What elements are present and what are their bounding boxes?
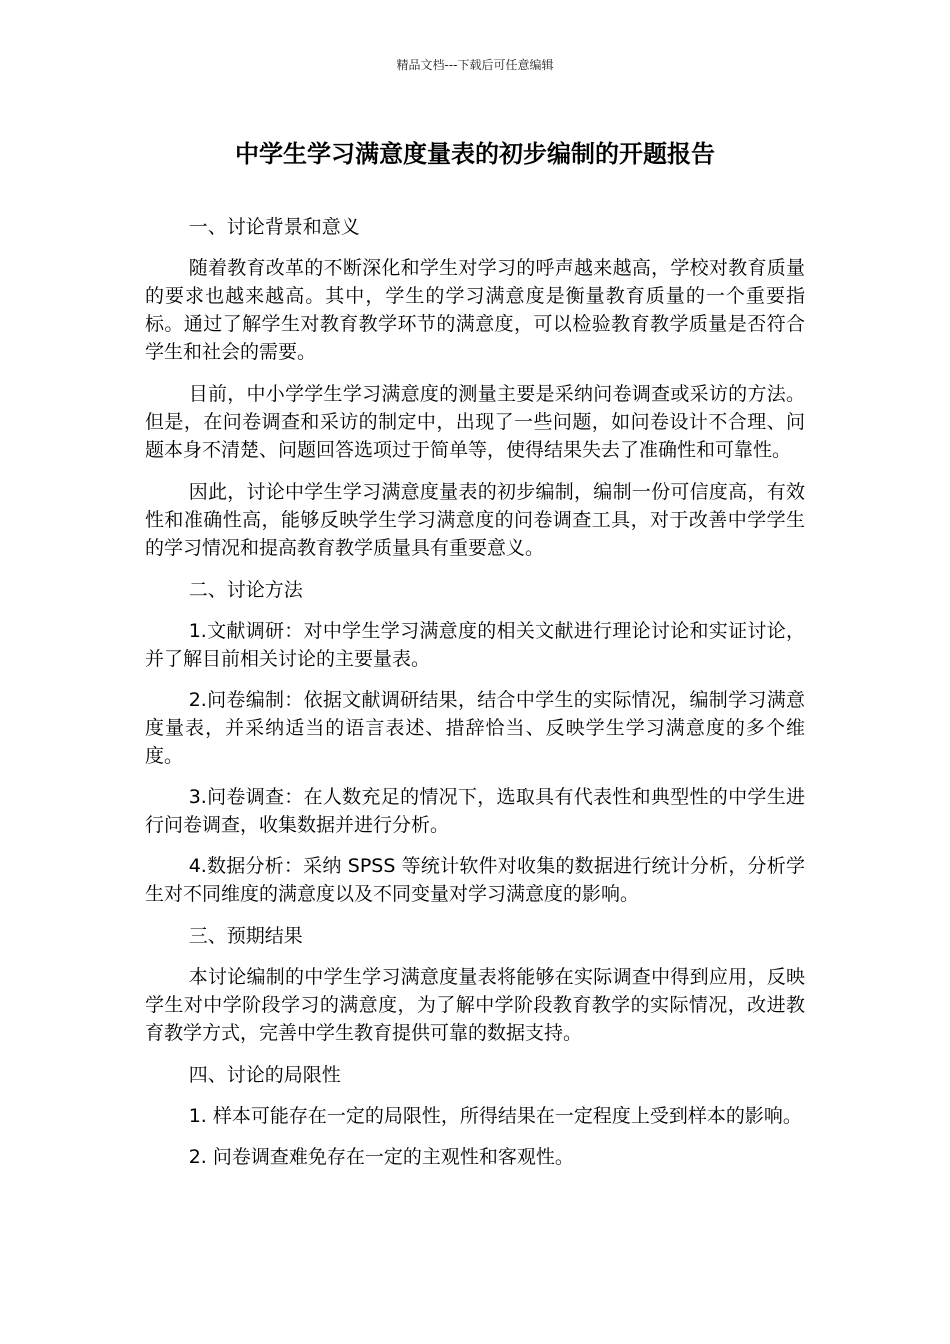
list-item: 2. 问卷调查难免存在一定的主观性和客观性。: [188, 1146, 574, 1168]
section-heading-background: 一、讨论背景和意义: [188, 216, 360, 238]
paragraph: 目前，中小学学生学习满意度的测量主要是采纳问卷调查或采访的方法。但是，在问卷调查和采访的制定中，出现了一些问题，如问卷设计不合理、问题本身不清楚、问题回答选项过于简单等，使得结果失去了准确性和可靠性。: [145, 383, 805, 461]
document-body: [145, 213, 805, 1171]
section-heading-limitations: 四、讨论的局限性: [188, 1064, 341, 1086]
paragraph: 因此，讨论中学生学习满意度量表的初步编制，编制一份可信度高，有效性和准确性高，能够反映学生学习满意度的问卷调查工具，对于改善中学学生的学习情况和提高教育教学质量具有重要意义。: [145, 481, 805, 559]
list-item: 1.文献调研：对中学生学习满意度的相关文献进行理论讨论和实证讨论，并了解目前相关讨论的主要量表。: [145, 620, 805, 670]
list-item: 4.数据分析：采纳 SPSS 等统计软件对收集的数据进行统计分析，分析学生对不同维度的满意度以及不同变量对学习满意度的影响。: [145, 855, 805, 905]
list-item: 2.问卷编制：依据文献调研结果，结合中学生的实际情况，编制学习满意度量表，并采纳适当的语言表述、措辞恰当、反映学生学习满意度的多个维度。: [145, 689, 805, 767]
list-item: 1. 样本可能存在一定的局限性，所得结果在一定程度上受到样本的影响。: [188, 1105, 802, 1127]
document-title: 中学生学习满意度量表的初步编制的开题报告: [235, 140, 715, 168]
list-item: 3.问卷调查：在人数充足的情况下，选取具有代表性和典型性的中学生进行问卷调查，收集数据并进行分析。: [145, 786, 805, 836]
section-heading-methods: 二、讨论方法: [188, 579, 303, 601]
paragraph: 本讨论编制的中学生学习满意度量表将能够在实际调查中得到应用，反映学生对中学阶段学习的满意度，为了解中学阶段教育教学的实际情况，改进教育教学方式，完善中学生教育提供可靠的数据支持。: [145, 966, 805, 1044]
header-note: 精品文档---下载后可任意编辑: [396, 58, 554, 72]
section-heading-expected-results: 三、预期结果: [188, 925, 303, 947]
paragraph: 随着教育改革的不断深化和学生对学习的呼声越来越高，学校对教育质量的要求也越来越高。其中，学生的学习满意度是衡量教育质量的一个重要指标。通过了解学生对教育教学环节的满意度，可以检验教育教学质量是否符合学生和社会的需要。: [145, 257, 805, 363]
